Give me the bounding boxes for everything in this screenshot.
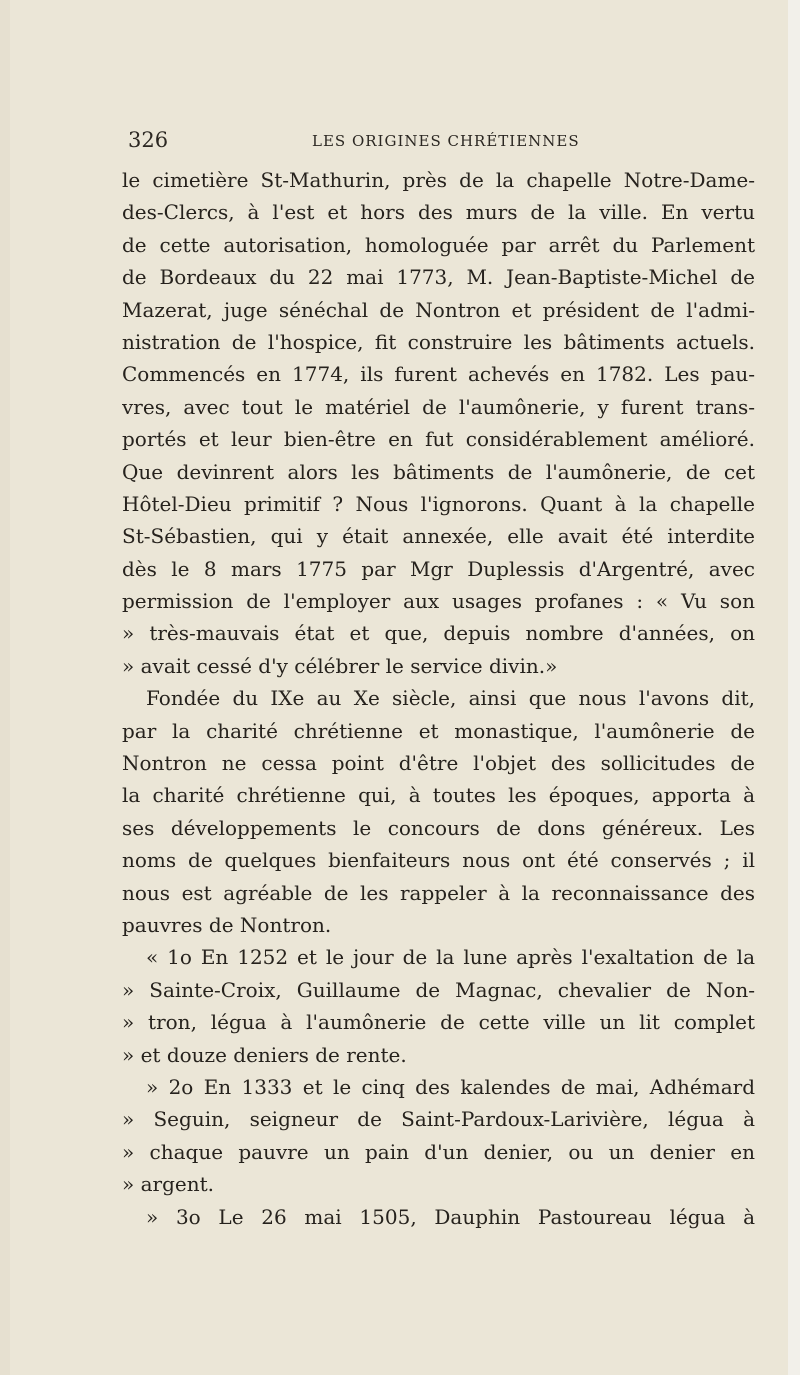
text-line: dès le 8 mars 1775 par Mgr Duplessis d'Argentré, avec xyxy=(122,556,755,581)
text-line: Mazerat, juge sénéchal de Nontron et président de l'admi- xyxy=(122,297,755,322)
text-line: permission de l'employer aux usages profanes : « Vu son xyxy=(122,589,755,614)
page-number: 326 xyxy=(128,128,169,152)
text-line: « 1o En 1252 et le jour de la lune après l'exaltation de la xyxy=(146,945,755,970)
page-edge xyxy=(788,0,800,1375)
text-line: de Bordeaux du 22 mai 1773, M. Jean-Baptiste-Michel de xyxy=(122,265,755,290)
text-line: » 3o Le 26 mai 1505, Dauphin Pastoureau légua à xyxy=(146,1204,755,1229)
text-line: » avait cessé d'y célébrer le service divin.» xyxy=(122,653,558,678)
text-line: de cette autorisation, homologuée par arrêt du Parlement xyxy=(122,232,755,257)
text-line: ses développements le concours de dons généreux. Les xyxy=(122,815,755,840)
text-line: des-Clercs, à l'est et hors des murs de la ville. En vertu xyxy=(122,200,755,225)
text-line: noms de quelques bienfaiteurs nous ont été conservés ; il xyxy=(122,848,755,873)
text-line: la charité chrétienne qui, à toutes les époques, apporta à xyxy=(122,783,755,808)
page-header xyxy=(122,128,582,158)
text-line: » très-mauvais état et que, depuis nombre d'années, on xyxy=(122,621,755,646)
text-line: pauvres de Nontron. xyxy=(122,912,332,937)
text-line: » 2o En 1333 et le cinq des kalendes de mai, Adhémard xyxy=(146,1074,755,1099)
text-line: par la charité chrétienne et monastique, l'aumônerie de xyxy=(122,718,755,743)
text-line: nous est agréable de les rappeler à la reconnaissance des xyxy=(122,880,755,905)
text-line: Que devinrent alors les bâtiments de l'aumônerie, de cet xyxy=(122,459,755,484)
text-line: portés et leur bien-être en fut considérablement amélioré. xyxy=(122,427,755,452)
text-line: Commencés en 1774, ils furent achevés en 1782. Les pau- xyxy=(122,362,755,387)
text-line: Hôtel-Dieu primitif ? Nous l'ignorons. Quant à la chapelle xyxy=(122,491,755,516)
text-line: » chaque pauvre un pain d'un denier, ou un denier en xyxy=(122,1139,755,1164)
running-head: LES ORIGINES CHRÉTIENNES xyxy=(312,132,580,150)
body-text xyxy=(122,164,755,1233)
text-line: » Sainte-Croix, Guillaume de Magnac, chevalier de Non- xyxy=(122,977,755,1002)
text-line: » et douze deniers de rente. xyxy=(122,1042,407,1067)
text-line: nistration de l'hospice, fit construire les bâtiments actuels. xyxy=(122,329,755,354)
text-line: » Seguin, seigneur de Saint-Pardoux-Larivière, légua à xyxy=(122,1107,755,1132)
text-line: Nontron ne cessa point d'être l'objet des sollicitudes de xyxy=(122,751,755,776)
text-line: » tron, légua à l'aumônerie de cette ville un lit complet xyxy=(122,1010,755,1035)
text-line: St-Sébastien, qui y était annexée, elle avait été interdite xyxy=(122,524,755,549)
text-line: le cimetière St-Mathurin, près de la chapelle Notre-Dame- xyxy=(122,168,755,192)
text-line: Fondée du IXe au Xe siècle, ainsi que nous l'avons dit, xyxy=(146,686,755,711)
text-line: » argent. xyxy=(122,1172,214,1197)
text-line: vres, avec tout le matériel de l'aumônerie, y furent trans- xyxy=(122,394,755,419)
